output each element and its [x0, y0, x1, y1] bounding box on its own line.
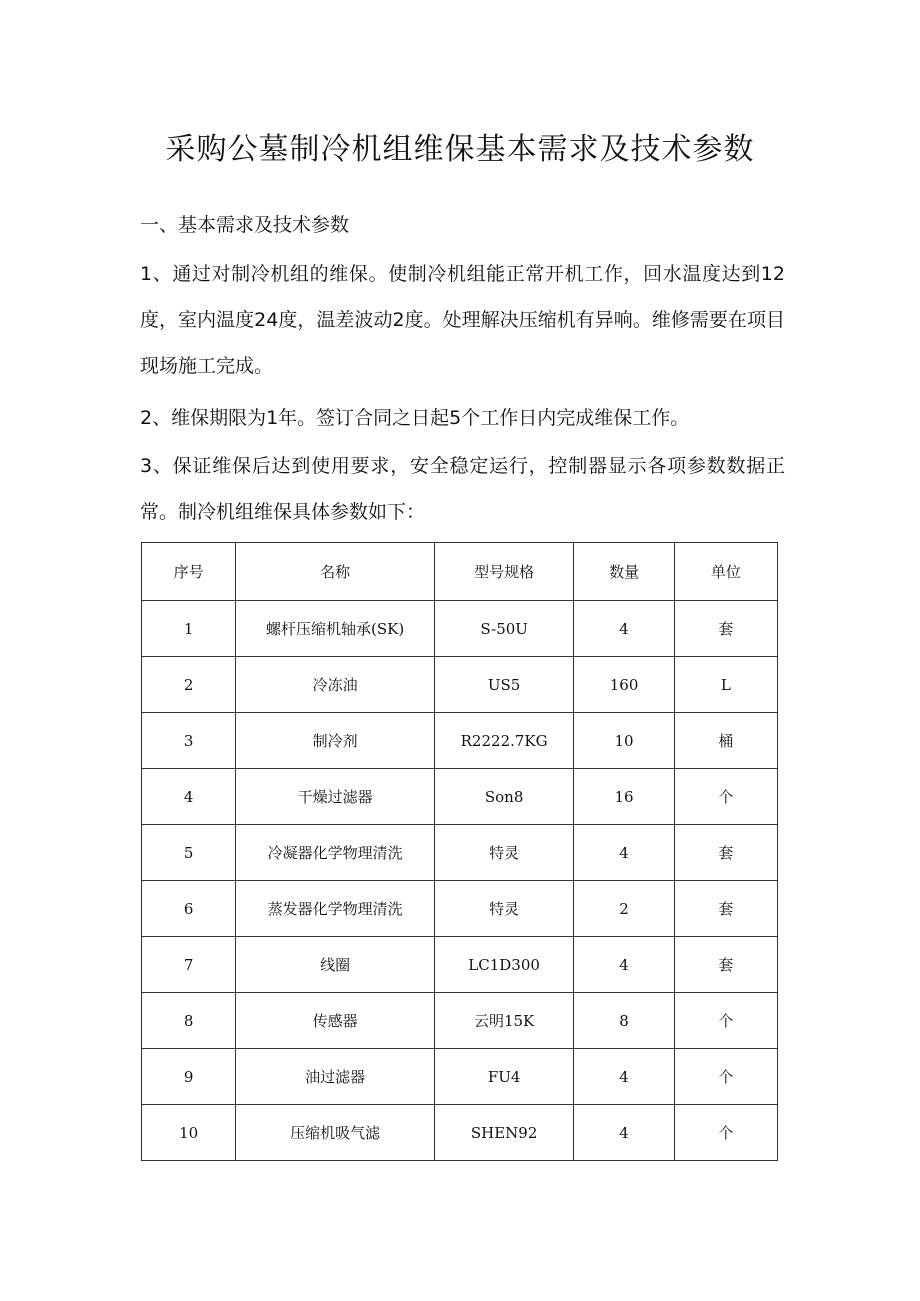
header-model: 型号规格: [434, 543, 574, 601]
table-row: [142, 825, 778, 881]
paragraph-1: 1、通过对制冷机组的维保。使制冷机组能正常开机工作，回水温度达到12度，室内温度24度，温差波动2度。处理解决压缩机有异响。维修需要在项目现场施工完成。: [140, 263, 785, 377]
cell-unit: 套: [674, 601, 777, 657]
header-qty: 数量: [574, 543, 674, 601]
cell-model: US5: [434, 657, 574, 713]
cell-name: 制冷剂: [236, 713, 435, 769]
table-row: [142, 657, 778, 713]
table-row: [142, 713, 778, 769]
cell-unit: 个: [674, 993, 777, 1049]
cell-unit: 个: [674, 1049, 777, 1105]
cell-name: 螺杆压缩机轴承(SK): [236, 601, 435, 657]
table-row: [142, 993, 778, 1049]
cell-name: 干燥过滤器: [236, 769, 435, 825]
cell-qty: 16: [574, 769, 674, 825]
table-row: [142, 937, 778, 993]
header-unit: 单位: [674, 543, 777, 601]
cell-unit: 套: [674, 881, 777, 937]
table-row: [142, 881, 778, 937]
cell-qty: 10: [574, 713, 674, 769]
cell-name: 冷冻油: [236, 657, 435, 713]
cell-no: 3: [142, 713, 236, 769]
section-heading: 一、基本需求及技术参数: [140, 214, 350, 236]
table-row: [142, 1049, 778, 1105]
cell-qty: 160: [574, 657, 674, 713]
table-header-row: [142, 543, 778, 601]
cell-model: R2222.7KG: [434, 713, 574, 769]
cell-no: 2: [142, 657, 236, 713]
cell-unit: L: [674, 657, 777, 713]
cell-unit: 个: [674, 1105, 777, 1161]
cell-no: 7: [142, 937, 236, 993]
cell-name: 蒸发器化学物理清洗: [236, 881, 435, 937]
cell-qty: 4: [574, 1105, 674, 1161]
cell-unit: 套: [674, 825, 777, 881]
cell-qty: 4: [574, 1049, 674, 1105]
cell-unit: 套: [674, 937, 777, 993]
cell-qty: 8: [574, 993, 674, 1049]
cell-model: LC1D300: [434, 937, 574, 993]
cell-name: 传感器: [236, 993, 435, 1049]
paragraph-2: 2、维保期限为1年。签订合同之日起5个工作日内完成维保工作。: [140, 407, 690, 429]
cell-qty: 4: [574, 825, 674, 881]
cell-name: 冷凝器化学物理清洗: [236, 825, 435, 881]
table-row: [142, 1105, 778, 1161]
cell-qty: 2: [574, 881, 674, 937]
table-row: [142, 769, 778, 825]
cell-model: 特灵: [434, 825, 574, 881]
table-row: [142, 601, 778, 657]
cell-no: 4: [142, 769, 236, 825]
cell-name: 油过滤器: [236, 1049, 435, 1105]
header-no: 序号: [142, 543, 236, 601]
cell-model: FU4: [434, 1049, 574, 1105]
cell-model: S-50U: [434, 601, 574, 657]
cell-name: 压缩机吸气滤: [236, 1105, 435, 1161]
cell-name: 线圈: [236, 937, 435, 993]
cell-unit: 桶: [674, 713, 777, 769]
cell-no: 6: [142, 881, 236, 937]
cell-model: Son8: [434, 769, 574, 825]
spec-table: [141, 542, 778, 1161]
paragraph-3: 3、保证维保后达到使用要求，安全稳定运行，控制器显示各项参数数据正常。制冷机组维保具体参数如下：: [140, 455, 785, 523]
cell-model: 云明15K: [434, 993, 574, 1049]
cell-no: 5: [142, 825, 236, 881]
cell-qty: 4: [574, 601, 674, 657]
cell-unit: 个: [674, 769, 777, 825]
cell-qty: 4: [574, 937, 674, 993]
header-name: 名称: [236, 543, 435, 601]
cell-model: 特灵: [434, 881, 574, 937]
document-title: 采购公墓制冷机组维保基本需求及技术参数: [165, 132, 755, 167]
cell-no: 1: [142, 601, 236, 657]
cell-no: 9: [142, 1049, 236, 1105]
cell-no: 8: [142, 993, 236, 1049]
cell-model: SHEN92: [434, 1105, 574, 1161]
cell-no: 10: [142, 1105, 236, 1161]
